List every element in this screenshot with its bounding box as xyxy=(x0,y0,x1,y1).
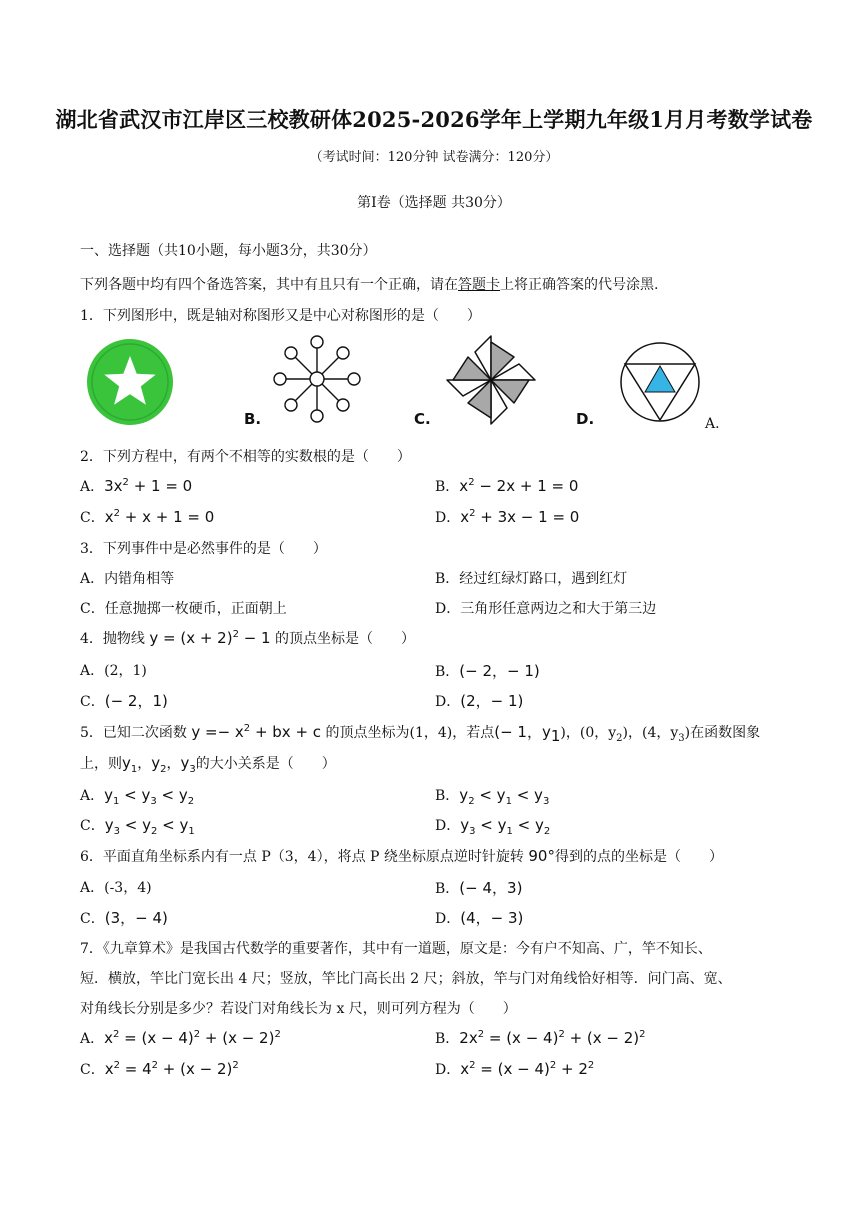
var: y xyxy=(141,786,151,804)
subscript: 3 xyxy=(542,796,550,807)
op: < xyxy=(475,816,498,834)
eq-part: + 2 xyxy=(556,1060,588,1078)
var: y xyxy=(180,754,190,772)
var: y xyxy=(142,816,151,834)
exponent: 2 xyxy=(468,477,475,488)
var: y xyxy=(534,786,543,804)
q6-option-a: A．(-3，4) xyxy=(80,880,152,896)
eq-part: + (x − 2) xyxy=(158,1060,233,1078)
stem-text: 得到的点的坐标是（ ） xyxy=(554,849,723,865)
subscript: 1 xyxy=(130,764,138,775)
eq-part: = (x − 4) xyxy=(475,1060,550,1078)
stem-text: 上，则 xyxy=(80,756,122,772)
option-value: (3，− 4) xyxy=(104,909,168,927)
eq-part: x xyxy=(104,1060,114,1078)
eq-part: + (x − 2) xyxy=(200,1029,275,1047)
q5-option-c xyxy=(80,815,195,835)
exponent: 2 xyxy=(232,629,239,640)
eq-part: 3x xyxy=(104,477,123,495)
subscript: 1 xyxy=(188,826,195,837)
q2-option-c xyxy=(80,507,214,527)
exponent: 2 xyxy=(469,1060,476,1071)
q7-option-d xyxy=(435,1059,594,1079)
q2-stem: 2．下列方程中，有两个不相等的实数根的是（ ） xyxy=(80,449,411,465)
op: < xyxy=(474,786,497,804)
eq-part: x xyxy=(104,1029,114,1047)
subscript: 3 xyxy=(469,826,476,837)
option-label: D． xyxy=(435,510,461,526)
exponent: 2 xyxy=(193,1029,201,1040)
point-text: )在函数图象 xyxy=(684,725,761,741)
q7-stem-line2: 短．横放，竿比门宽长出 4 尺；竖放，竿比门高长出 2 尺；斜放，竿与门对角线恰好相等．问门高、宽、 xyxy=(80,971,732,987)
subscript: 1 xyxy=(113,796,120,807)
q1-label-c: C. xyxy=(414,410,431,428)
eq-part: 2x xyxy=(459,1029,478,1047)
eq-part: + 3x − 1 = 0 xyxy=(475,508,580,526)
option-label: B． xyxy=(435,479,460,495)
q5-option-d xyxy=(435,815,550,835)
q7-option-b xyxy=(435,1028,646,1048)
stem-text: 的顶点坐标是（ ） xyxy=(270,631,416,647)
stem-text: 的顶点坐标为(1，4)，若点 xyxy=(321,725,495,741)
q7-stem-line1: 7．《九章算术》是我国古代数学的重要著作，其中有一道题，原文是：今有户不知高、广，竿不知长、 xyxy=(80,941,712,957)
q7-option-c xyxy=(80,1059,239,1079)
option-label: B． xyxy=(435,788,460,804)
var: y xyxy=(459,786,469,804)
eq-part: + 1 = 0 xyxy=(128,477,193,495)
subscript: 3 xyxy=(113,826,120,837)
eq-part: x xyxy=(104,508,114,526)
eq-part: + bx + c xyxy=(250,723,322,741)
op: < xyxy=(512,816,535,834)
point-text: (0，y xyxy=(579,725,617,741)
op: < xyxy=(156,786,179,804)
var: y xyxy=(534,816,544,834)
part-title: 第Ⅰ卷（选择题 共30分） xyxy=(357,195,511,211)
option-value: (− 2，− 1) xyxy=(459,662,540,680)
var: y xyxy=(104,816,114,834)
subscript: 1 xyxy=(506,826,513,837)
q3-option-b: B．经过红绿灯路口，遇到红灯 xyxy=(435,571,628,587)
exponent: 2 xyxy=(477,1029,485,1040)
eq-part: y =− x xyxy=(191,723,244,741)
var: y xyxy=(178,786,188,804)
exponent: 2 xyxy=(113,1060,120,1071)
q3-option-c: C．任意抛掷一枚硬币，正面朝上 xyxy=(80,601,287,617)
subscript: 2 xyxy=(616,732,623,744)
subscript: 3 xyxy=(189,764,196,775)
q4-option-c xyxy=(80,690,168,711)
q6-option-b xyxy=(435,877,522,898)
exam-subtitle: （考试时间：120分钟 试卷满分：120分） xyxy=(309,150,559,165)
var: y xyxy=(179,816,189,834)
op: < xyxy=(119,786,142,804)
sep: ， xyxy=(166,756,181,772)
figure-pinwheel xyxy=(442,332,540,428)
q3-option-a: A．内错角相等 xyxy=(80,571,175,587)
q5-option-b xyxy=(435,785,549,805)
var: y xyxy=(497,816,507,834)
figure-flower xyxy=(272,333,362,425)
option-label: A． xyxy=(80,479,105,495)
q7-option-a xyxy=(80,1028,281,1048)
answer-card-link: 答题卡 xyxy=(458,277,500,293)
point-text: (− 1，y xyxy=(494,723,551,741)
eq-part: = (x − 4) xyxy=(484,1029,559,1047)
option-value: (4，− 3) xyxy=(460,909,524,927)
eq-part: − 2x + 1 = 0 xyxy=(474,477,579,495)
exponent: 2 xyxy=(558,1029,565,1040)
eq-part: x xyxy=(460,1060,470,1078)
exponent: 2 xyxy=(151,1060,159,1071)
op: < xyxy=(511,786,535,804)
exponent: 2 xyxy=(113,1029,120,1040)
eq-part: + x + 1 = 0 xyxy=(119,508,215,526)
option-value: (− 4，3) xyxy=(459,879,523,897)
q2-option-b xyxy=(435,476,578,496)
instruction-text: 下列各题中均有四个备选答案，其中有且只有一个正确，请在 xyxy=(80,277,458,293)
q4-option-d xyxy=(435,690,523,711)
stem-text: 6．平面直角坐标系内有一点 P（3，4），将点 P 绕坐标原点逆时针旋转 xyxy=(80,849,529,865)
q3-stem: 3．下列事件中是必然事件的是（ ） xyxy=(80,541,327,557)
stem-text: 4．抛物线 xyxy=(80,631,150,647)
option-label: C． xyxy=(80,510,105,526)
eq-part: − 1 xyxy=(238,629,271,647)
op: < xyxy=(157,816,180,834)
var: y xyxy=(151,754,161,772)
exponent: 2 xyxy=(243,723,251,734)
sep: ， xyxy=(137,756,152,772)
q3-option-d: D．三角形任意两边之和大于第三边 xyxy=(435,601,657,617)
option-label: D． xyxy=(435,694,461,710)
q5-stem-line1 xyxy=(80,721,761,745)
option-label: B． xyxy=(435,664,460,680)
eq-part: = (x − 4) xyxy=(119,1029,194,1047)
option-label: C． xyxy=(80,1062,105,1078)
subscript: 1 xyxy=(550,726,561,745)
subscript: 2 xyxy=(543,826,551,837)
stem-text: 5．已知二次函数 xyxy=(80,725,192,741)
eq-part: = 4 xyxy=(119,1060,152,1078)
figure-circle-triangle xyxy=(618,340,702,424)
subscript: 3 xyxy=(678,732,685,744)
exponent: 2 xyxy=(639,1029,646,1040)
option-label: A． xyxy=(80,788,105,804)
subscript: 1 xyxy=(505,796,512,807)
point-text: )， xyxy=(622,725,642,741)
q4-stem xyxy=(80,628,415,648)
q1-label-d: D. xyxy=(576,410,595,428)
q1-label-a: A. xyxy=(705,416,720,432)
instruction-text-end: 上将正确答案的代号涂黑. xyxy=(500,277,659,293)
option-value: (2，− 1) xyxy=(460,692,524,710)
option-label: D． xyxy=(435,911,461,927)
figure-circle-star xyxy=(86,338,174,426)
q1-label-b: B. xyxy=(244,410,262,428)
var: y xyxy=(104,786,114,804)
eq-part: + (x − 2) xyxy=(564,1029,640,1047)
q6-stem xyxy=(80,846,723,866)
option-label: D． xyxy=(435,1062,461,1078)
section-heading: 一、选择题（共10小题，每小题3分，共30分） xyxy=(80,243,377,259)
subscript: 2 xyxy=(150,826,158,837)
stem-text: 的大小关系是（ ） xyxy=(195,756,336,772)
q6-option-c xyxy=(80,907,168,928)
eq-part: y = (x + 2) xyxy=(149,629,233,647)
q4-option-a: A．(2，1) xyxy=(80,663,147,679)
q4-option-b xyxy=(435,660,540,681)
var: y xyxy=(496,786,506,804)
q5-option-a xyxy=(80,785,194,805)
q2-option-a xyxy=(80,476,192,496)
eq-part: x xyxy=(459,477,469,495)
point-text: )， xyxy=(560,725,580,741)
q7-stem-line3: 对角线长分别是多少？若设门对角线长为 x 尺，则可列方程为（ ） xyxy=(80,1001,517,1017)
var: y xyxy=(122,754,131,772)
option-label: B． xyxy=(435,1031,460,1047)
var: y xyxy=(460,816,470,834)
q6-option-d xyxy=(435,907,523,928)
section-instruction xyxy=(80,274,658,294)
exponent: 2 xyxy=(274,1029,281,1040)
subscript: 2 xyxy=(160,764,167,775)
q1-stem: 1．下列图形中，既是轴对称图形又是中心对称图形的是（ ） xyxy=(80,308,481,324)
exponent: 2 xyxy=(232,1060,239,1071)
option-label: D． xyxy=(435,818,461,834)
option-label: A． xyxy=(80,1031,105,1047)
exponent: 2 xyxy=(113,508,120,519)
option-label: C． xyxy=(80,911,105,927)
subscript: 2 xyxy=(468,796,475,807)
exam-title: 湖北省武汉市江岸区三校教研体2025-2026学年上学期九年级1月月考数学试卷 xyxy=(55,107,813,132)
subscript: 3 xyxy=(150,796,157,807)
point-text: (4，y xyxy=(641,725,679,741)
q2-option-d xyxy=(435,507,579,527)
exponent: 2 xyxy=(469,508,476,519)
option-label: C． xyxy=(80,694,105,710)
option-label: C． xyxy=(80,818,105,834)
subscript: 2 xyxy=(187,796,195,807)
exponent: 2 xyxy=(549,1060,557,1071)
eq-part: x xyxy=(460,508,470,526)
op: < xyxy=(119,816,143,834)
option-label: B． xyxy=(435,881,460,897)
option-value: (− 2，1) xyxy=(104,692,168,710)
angle-value: 90° xyxy=(528,847,555,865)
exponent: 2 xyxy=(587,1060,595,1071)
q5-stem-line2 xyxy=(80,753,336,773)
exponent: 2 xyxy=(122,477,129,488)
